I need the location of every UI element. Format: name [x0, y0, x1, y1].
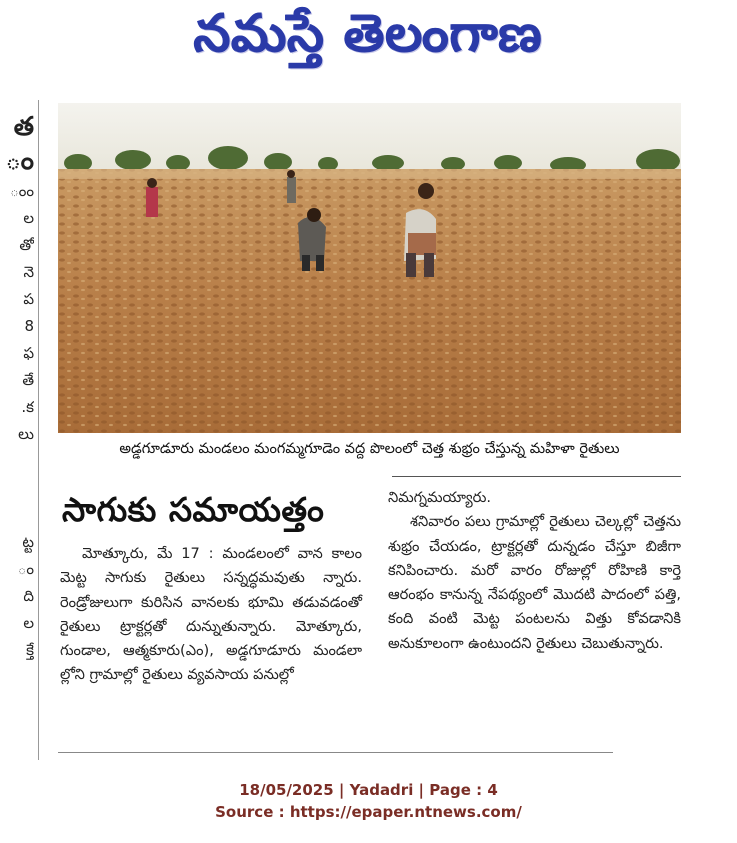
left-column-line: త [13, 112, 34, 142]
left-column-line: ంం [10, 182, 34, 200]
left-column-line: .క [21, 398, 34, 416]
source-link[interactable]: Source : https://epaper.ntnews.com/ [215, 803, 522, 821]
article-bottom-divider [58, 752, 613, 753]
left-column-line: లు [18, 425, 34, 443]
farmer-figure [146, 178, 158, 217]
left-column-line: తో [19, 236, 34, 254]
left-column-line: క్తే [26, 641, 34, 659]
left-column-line: ల [23, 209, 34, 227]
left-column-line: ం [5, 146, 34, 176]
article-body-right [388, 486, 681, 656]
left-column-gap [0, 475, 34, 502]
field-photo [58, 103, 681, 433]
left-column-gap [0, 448, 34, 475]
article-paragraph: శనివారం పలు గ్రామాల్లో రైతులు చెల్కల్లో చెత్తను శుభ్రం చేయడం, ట్రాక్టర్లతో దున్నడం చేస్తూ బిజీగా కనిపించారు. మరో వారం రోజుల్లో రోహిణి కార్తె ఆరంభం కానున్న నేపథ్యంలో మొదటి పాదంలో పత్తి, కంది వంటి మెట్ట పంటలను విత్తు కోవడానికి అనుకూలంగా ఉంటుందని రైతులు చెబుతున్నారు. [388, 513, 681, 652]
left-column-line: ం [17, 560, 34, 578]
left-column-line: ల [23, 614, 34, 632]
photo-caption: అడ్డగూడూరు మండలం మంగమ్మగూడెం వద్ద పొలంలో చెత్త శుభ్రం చేస్తున్న మహిళా రైతులు [119, 441, 620, 457]
left-column-line: ఫ [23, 344, 34, 362]
masthead [0, 0, 737, 84]
left-column-line: తే [22, 371, 34, 389]
column-divider [38, 100, 39, 760]
caption-divider [392, 476, 681, 477]
left-column-line: ట్ట [22, 533, 34, 551]
left-column-fragment [0, 110, 34, 664]
article-body-left [60, 542, 362, 688]
left-column-line: ప [23, 290, 34, 308]
article-paragraph: మోత్కూరు, మే 17 : మండలంలో వాన కాలం మెట్ట సాగుకు రైతులు సన్నద్ధమవుతు న్నారు. రెండ్రోజులుగా కురిసిన వానలకు భూమి తడువడంతో రైతులు ట్రాక్టర్లతో దున్నుతున్నారు. మోత్కూరు, గుండాల, ఆత్మకూరు(ఎం), అడ్డగూడూరు మండలా ల్లోని గ్రామాల్లో రైతులు వ్యవసాయ పనుల్లో [60, 545, 362, 684]
article-headline: సాగుకు సమాయత్తం [62, 490, 325, 529]
newspaper-logo: నమస్తే తెలంగాణ [194, 4, 543, 64]
left-column-line: నె [23, 263, 34, 281]
article-paragraph: నిమగ్నమయ్యారు. [388, 489, 492, 506]
left-column-gap [0, 502, 34, 529]
field-photo-icon [58, 103, 681, 433]
left-column-line: ది [23, 587, 34, 605]
edition-info: 18/05/2025 | Yadadri | Page : 4 [239, 781, 498, 799]
left-column-line: 8 [24, 317, 34, 335]
